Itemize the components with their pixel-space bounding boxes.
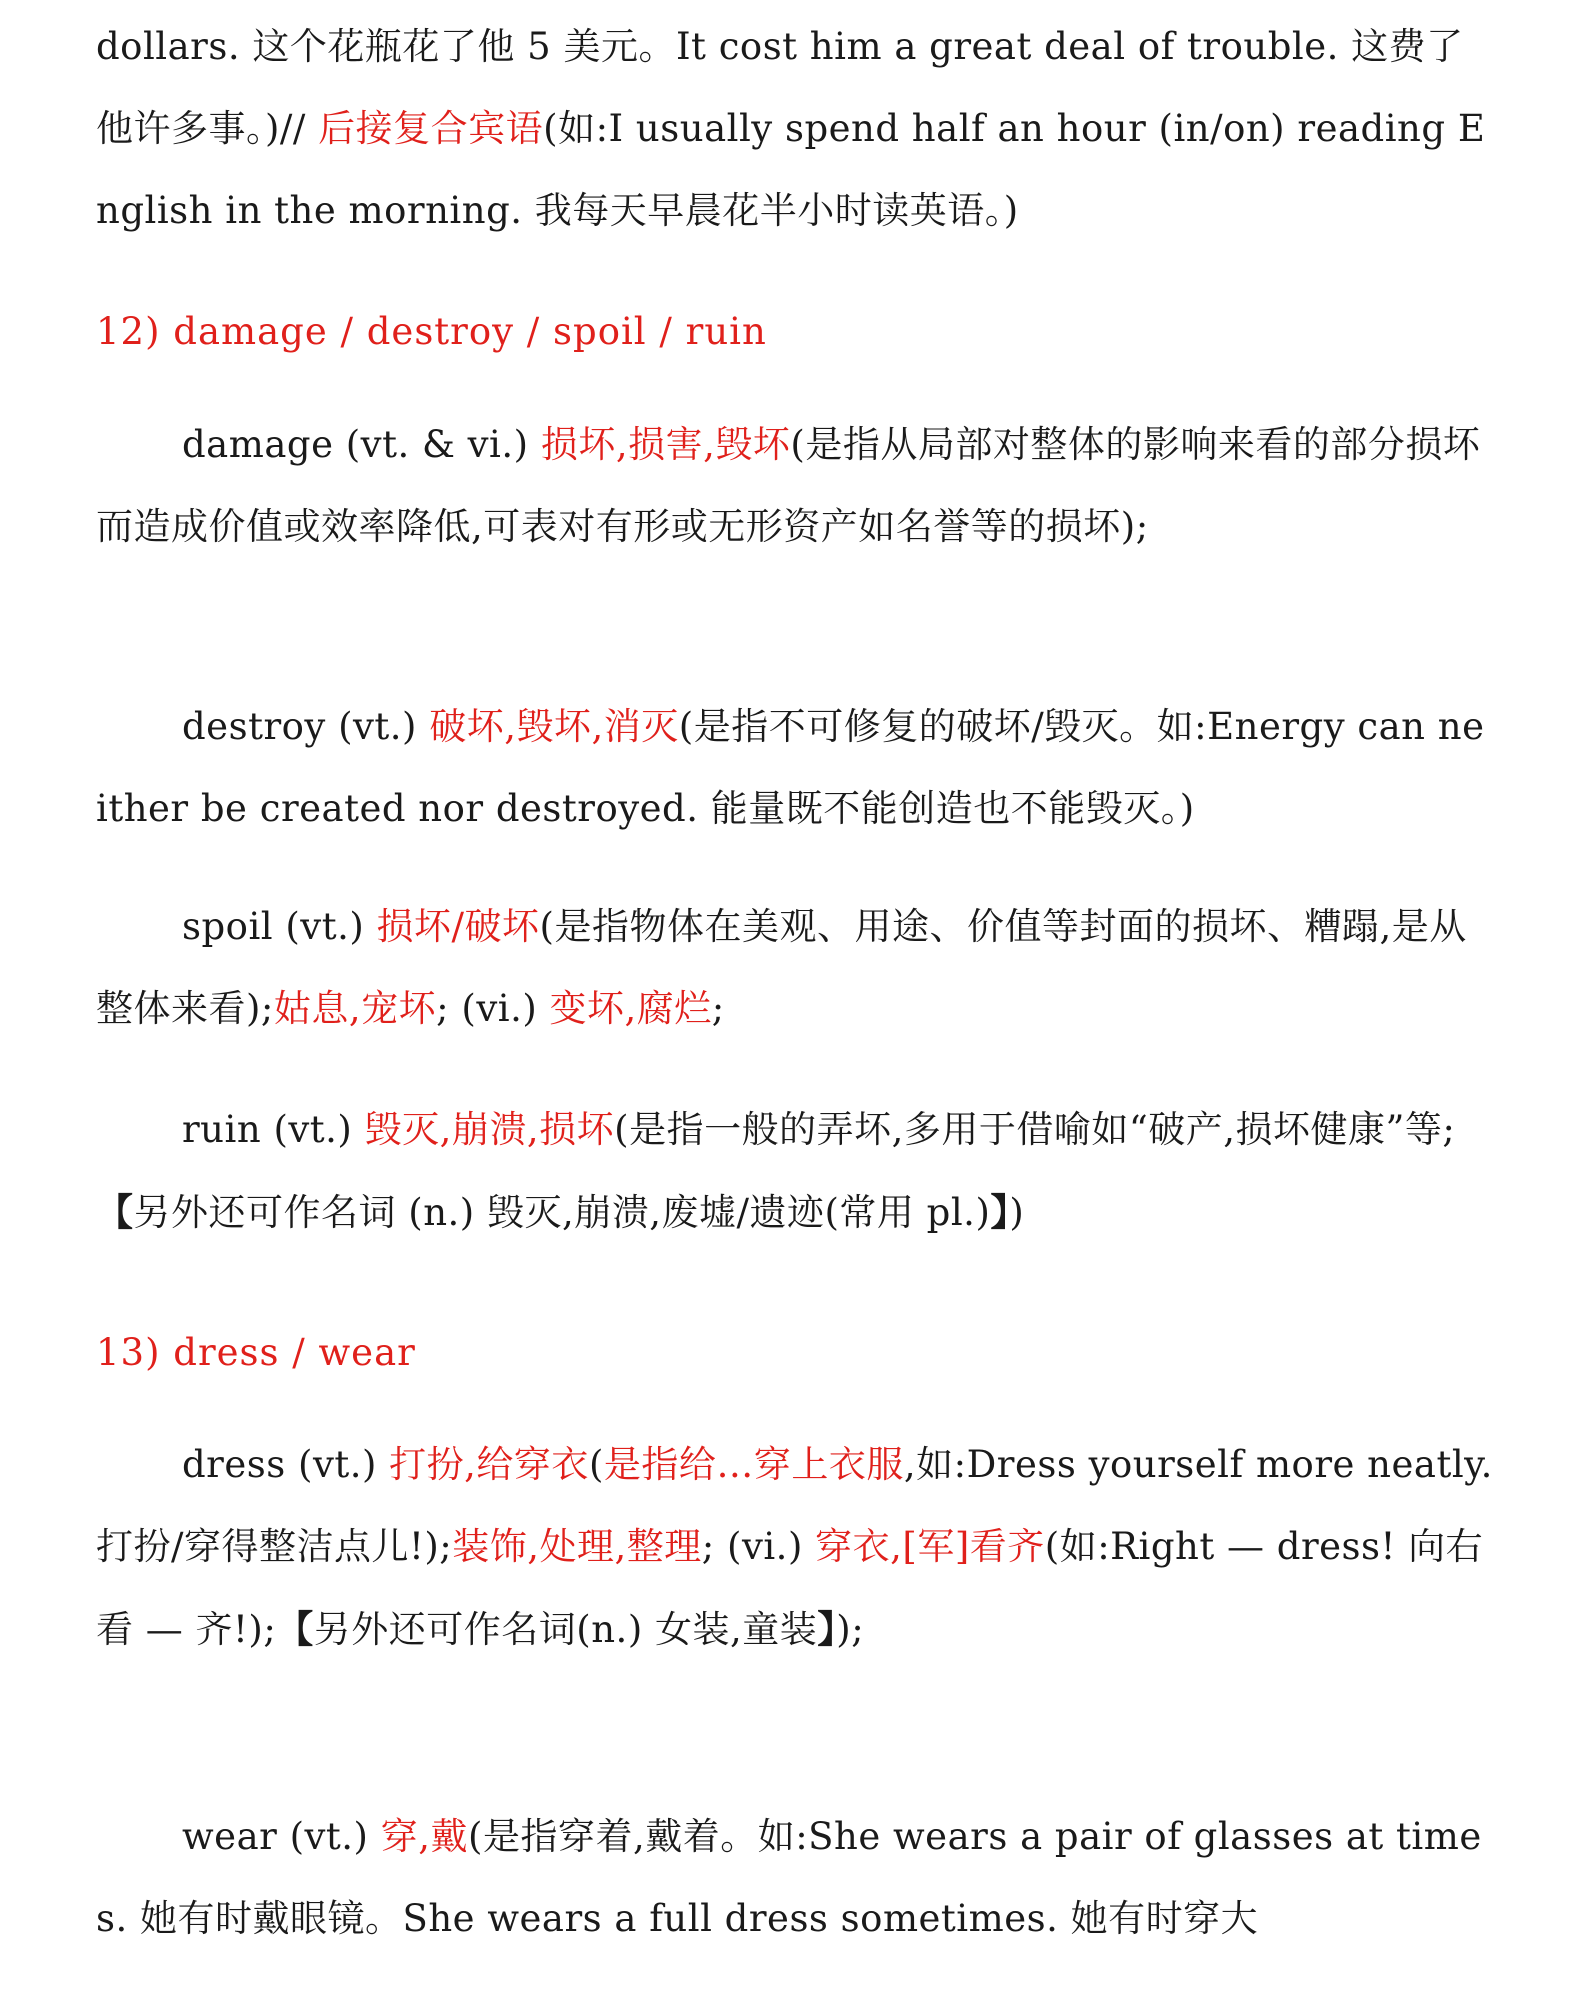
text-run: ; bbox=[711, 987, 725, 1030]
paragraph-spend-continued bbox=[96, 6, 1494, 252]
text-run: 另外还可作名词(n.) 女装,童装 bbox=[313, 1608, 818, 1651]
section-heading-13: 13) dress / wear bbox=[96, 1331, 416, 1374]
text-run: dollars. 这个花瓶花了他 5 美元。It cost him a great deal of trouble. 这费了他许多事。)// bbox=[96, 25, 1464, 150]
highlight-run: 装饰,处理,整理 bbox=[452, 1525, 702, 1568]
highlight-run: 穿衣,[军]看齐 bbox=[815, 1525, 1045, 1568]
highlight-run: 损坏/破坏 bbox=[376, 905, 540, 948]
paragraph-dress bbox=[96, 1424, 1494, 1671]
highlight-run: 破坏,毁坏,消灭 bbox=[429, 705, 679, 748]
text-run: dress (vt.) bbox=[182, 1443, 390, 1486]
paragraph-wear bbox=[96, 1796, 1494, 1960]
text-run: (如:I usually spend half an hour (in/on) reading English in the morning. 我每天早晨花半小时读英语。) bbox=[96, 107, 1486, 232]
text-run: ,如:Dress yourself more neatly. 打扮/穿得整洁点儿!); bbox=[96, 1443, 1493, 1568]
text-run: ( bbox=[588, 1443, 604, 1486]
paragraph-spoil bbox=[96, 886, 1494, 1050]
bracket-open: 【 bbox=[276, 1607, 314, 1651]
highlight-run: 姑息,宠坏 bbox=[273, 987, 437, 1030]
section-heading-12: 12) damage / destroy / spoil / ruin bbox=[96, 310, 767, 353]
text-run: ) bbox=[1009, 1191, 1025, 1234]
paragraph-destroy bbox=[96, 686, 1494, 850]
text-run: (是指物体在美观、用途、价值等封面的损坏、糟蹋,是从整体来看); bbox=[96, 905, 1467, 1030]
highlight-run: 打扮,给穿衣 bbox=[389, 1443, 589, 1486]
text-run: ); bbox=[836, 1608, 865, 1651]
text-run: (是指一般的弄坏,多用于借喻如“破产,损坏健康”等; bbox=[614, 1108, 1456, 1151]
bracket-close: 】 bbox=[990, 1190, 1010, 1234]
bracket-open: 【 bbox=[96, 1190, 134, 1234]
text-run: 另外还可作名词 (n.) 毁灭,崩溃,废墟/遗迹(常用 pl.) bbox=[133, 1191, 991, 1234]
highlight-run: 后接复合宾语 bbox=[318, 107, 544, 150]
text-run: destroy (vt.) bbox=[182, 705, 430, 748]
highlight-run: 毁灭,崩溃,损坏 bbox=[364, 1108, 615, 1151]
text-run: ; (vi.) bbox=[701, 1525, 816, 1568]
highlight-run: 变坏,腐烂 bbox=[549, 987, 712, 1030]
text-run: (是指不可修复的破坏/毁灭。如:Energy can neither be created nor destroyed. 能量既不能创造也不能毁灭。) bbox=[96, 705, 1485, 830]
paragraph-damage bbox=[96, 404, 1494, 568]
highlight-run: 是指给…穿上衣服 bbox=[603, 1443, 904, 1486]
text-run: wear (vt.) bbox=[182, 1815, 381, 1858]
text-run: ruin (vt.) bbox=[182, 1108, 365, 1151]
text-run: (是指穿着,戴着。如:She wears a pair of glasses at times. 她有时戴眼镜。She wears a full dress sometimes. 她有时穿大 bbox=[96, 1815, 1482, 1940]
highlight-run: 穿,戴 bbox=[380, 1815, 469, 1858]
text-run: damage (vt. & vi.) bbox=[182, 423, 541, 466]
bracket-close: 】 bbox=[817, 1607, 837, 1651]
text-run: spoil (vt.) bbox=[182, 905, 377, 948]
text-run: (如:Right — dress! 向右看 — 齐!); bbox=[96, 1525, 1484, 1651]
text-run: (是指从局部对整体的影响来看的部分损坏而造成价值或效率降低,可表对有形或无形资产如名誉等的损坏); bbox=[96, 423, 1481, 548]
text-run: ; (vi.) bbox=[436, 987, 550, 1030]
paragraph-ruin bbox=[96, 1089, 1494, 1254]
highlight-run: 损坏,损害,毁坏 bbox=[540, 423, 791, 466]
